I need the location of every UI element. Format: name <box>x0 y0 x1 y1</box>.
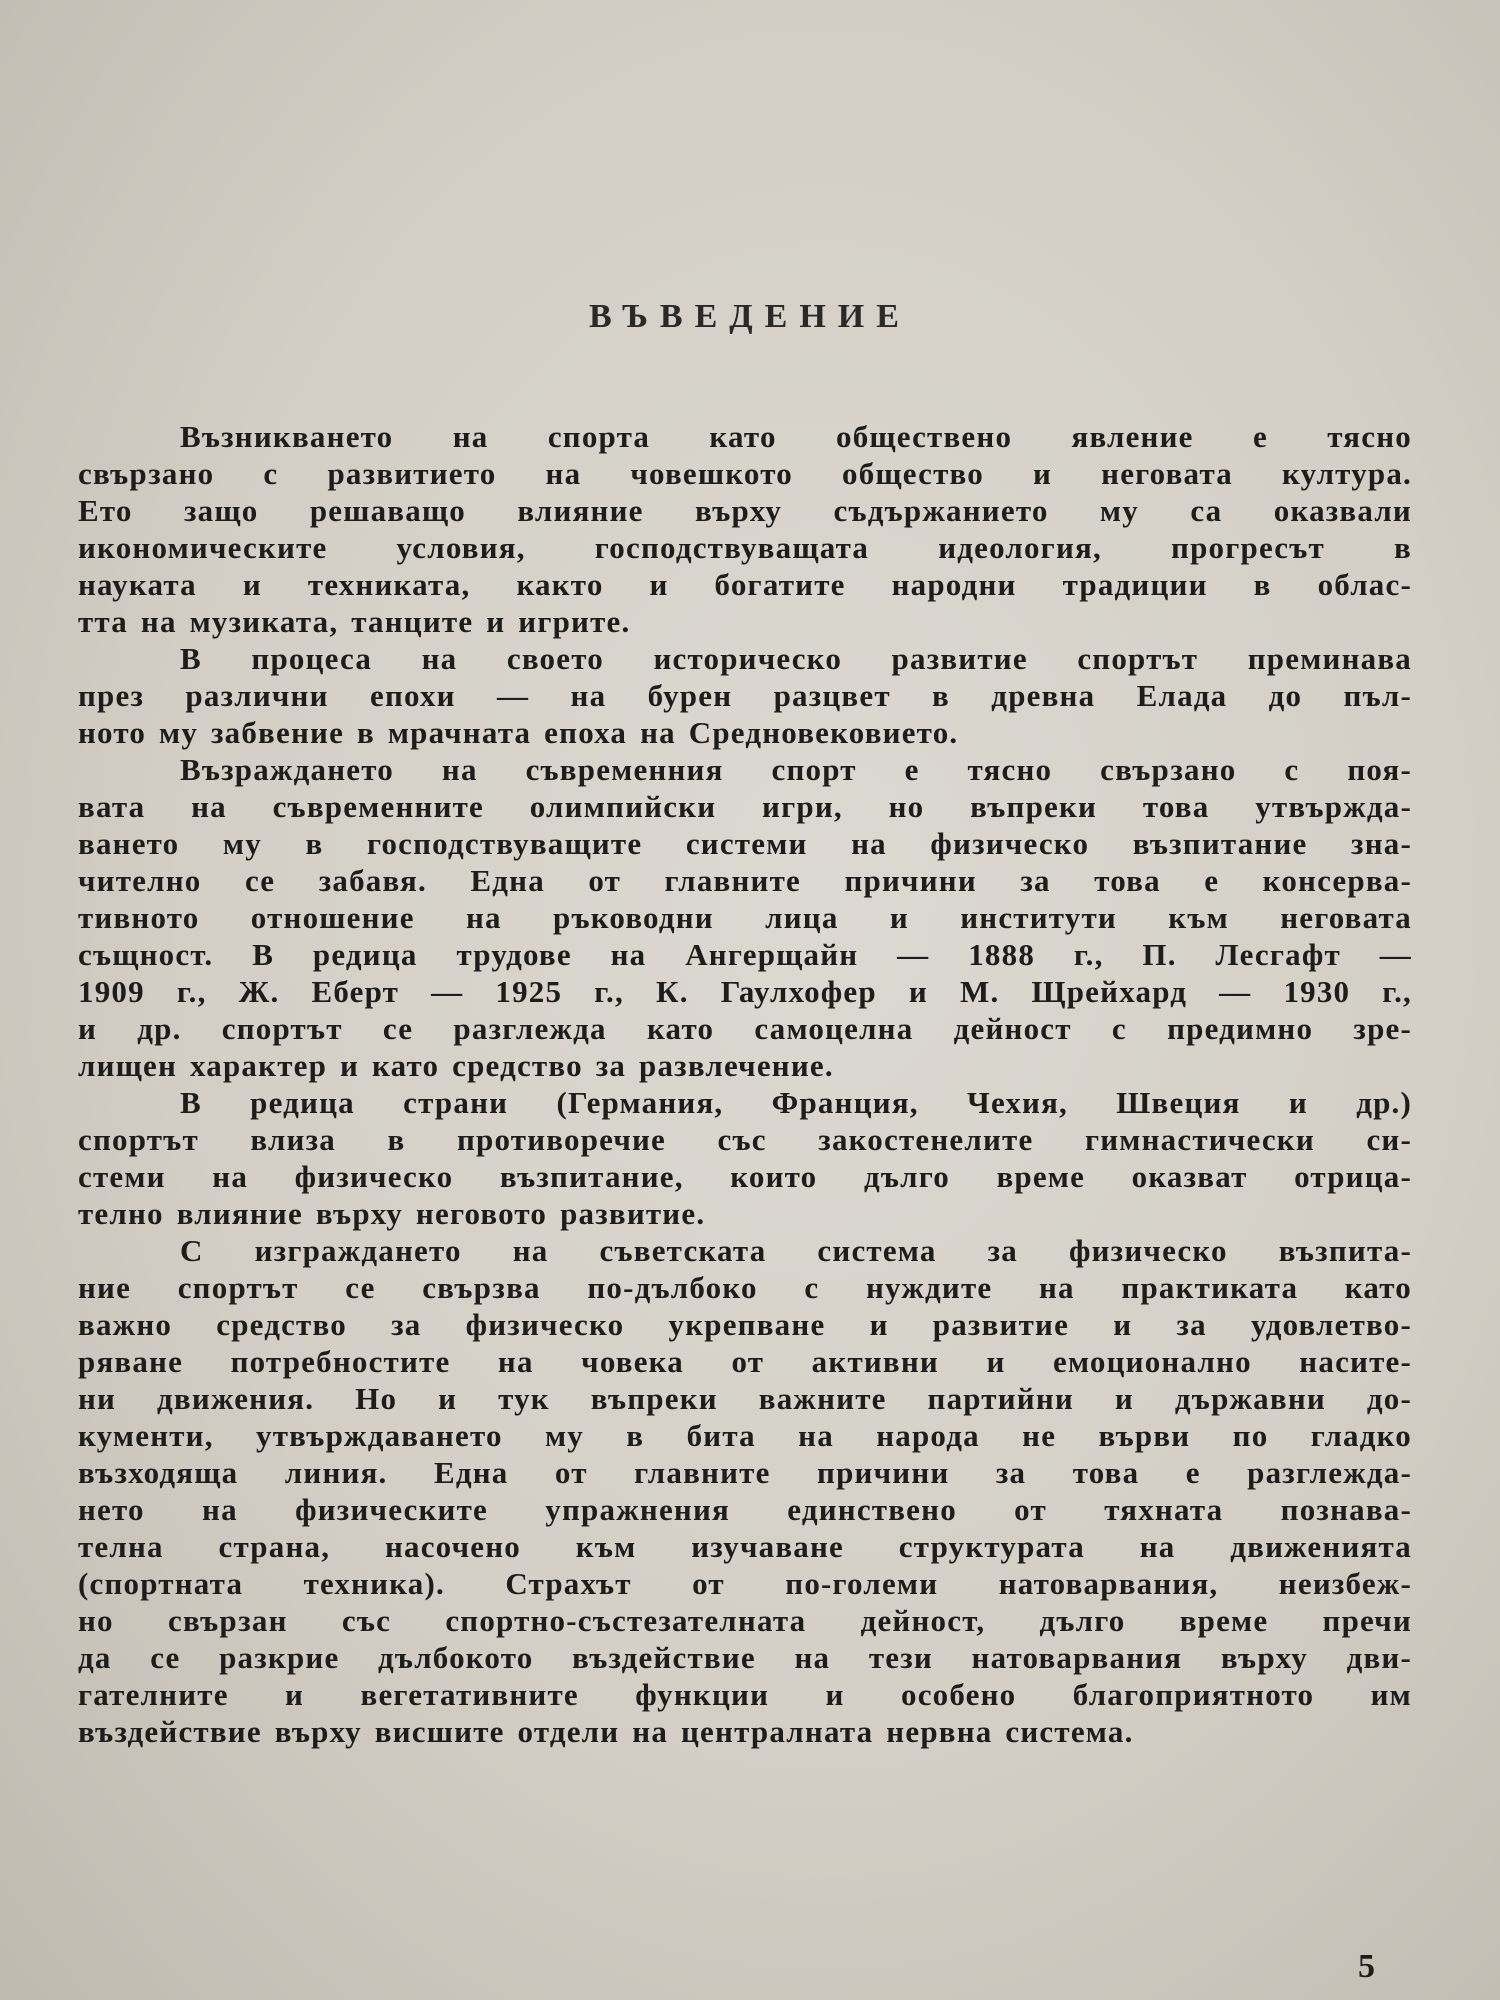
text-line: кументи, утвърждаването му в бита на народа не върви по гладко <box>78 1418 1412 1453</box>
text-line: 1909 г., Ж. Еберт — 1925 г., К. Гаулхофер и М. Щрейхард — 1930 г., <box>78 974 1412 1009</box>
text-line: ването му в господствуващите системи на физическо възпитание зна- <box>78 826 1412 861</box>
text-line: В процеса на своето историческо развитие спортът преминава <box>180 641 1412 676</box>
text-line: чително се забавя. Една от главните причини за това е консерва- <box>78 863 1412 898</box>
text-line: (спортната техника). Страхът от по-големи натоварвания, неизбеж- <box>78 1566 1412 1601</box>
text-line: Възникването на спорта като обществено явление е тясно <box>180 419 1412 454</box>
page-number: 5 <box>1358 1948 1375 1985</box>
body-text <box>78 418 1412 1750</box>
text-line: и др. спортът се разглежда като самоцелна дейност с предимно зре- <box>78 1011 1412 1046</box>
text-line: икономическите условия, господствуващата идеология, прогресът в <box>78 530 1412 565</box>
text-line: възходяща линия. Една от главните причини за това е разглежда- <box>78 1455 1412 1490</box>
text-line: през различни епохи — на бурен разцвет в древна Елада до пъл- <box>78 678 1412 713</box>
text-line: ние спортът се свързва по-дълбоко с нуждите на практиката като <box>78 1270 1412 1305</box>
text-line: същност. В редица трудове на Ангерщайн — 1888 г., П. Лесгафт — <box>78 937 1412 972</box>
text-line: свързано с развитието на човешкото общество и неговата култура. <box>78 456 1412 491</box>
text-line: стеми на физическо възпитание, които дълго време оказват отрица- <box>78 1159 1412 1194</box>
text-line: нето на физическите упражнения единствено от тяхната познава- <box>78 1492 1412 1527</box>
text-line: С изграждането на съветската система за физическо възпита- <box>180 1233 1412 1268</box>
text-line: тивното отношение на ръководни лица и институти към неговата <box>78 900 1412 935</box>
text-line: лищен характер и като средство за развлечение. <box>78 1048 834 1083</box>
text-line: ряване потребностите на човека от активни и емоционално насите- <box>78 1344 1412 1379</box>
text-line: В редица страни (Германия, Франция, Чехия, Швеция и др.) <box>180 1085 1412 1120</box>
text-line: гателните и вегетативните функции и особено благоприятното им <box>78 1677 1412 1712</box>
text-line: телно влияние върху неговото развитие. <box>78 1196 706 1231</box>
text-line: телна страна, насочено към изучаване структурата на движенията <box>78 1529 1412 1564</box>
text-line: важно средство за физическо укрепване и развитие и за удовлетво- <box>78 1307 1412 1342</box>
text-line: тта на музиката, танците и игрите. <box>78 604 631 639</box>
chapter-title: ВЪВЕДЕНИЕ <box>589 298 911 335</box>
text-line: Ето защо решаващо влияние върху съдържанието му са оказвали <box>78 493 1412 528</box>
text-line: спортът влиза в противоречие със закостенелите гимнастически си- <box>78 1122 1412 1157</box>
text-line: вата на съвременните олимпийски игри, но въпреки това утвържда- <box>78 789 1412 824</box>
text-line: ното му забвение в мрачната епоха на Средновековието. <box>78 715 959 750</box>
text-line: да се разкрие дълбокото въздействие на тези натоварвания върху дви- <box>78 1640 1412 1675</box>
text-line: Възраждането на съвременния спорт е тясно свързано с поя- <box>180 752 1412 787</box>
text-line: въздействие върху висшите отдели на централната нервна система. <box>78 1714 1134 1749</box>
text-line: науката и техниката, както и богатите народни традиции в облас- <box>78 567 1412 602</box>
text-line: но свързан със спортно-състезателната дейност, дълго време пречи <box>78 1603 1412 1638</box>
text-line: ни движения. Но и тук въпреки важните партийни и държавни до- <box>78 1381 1412 1416</box>
